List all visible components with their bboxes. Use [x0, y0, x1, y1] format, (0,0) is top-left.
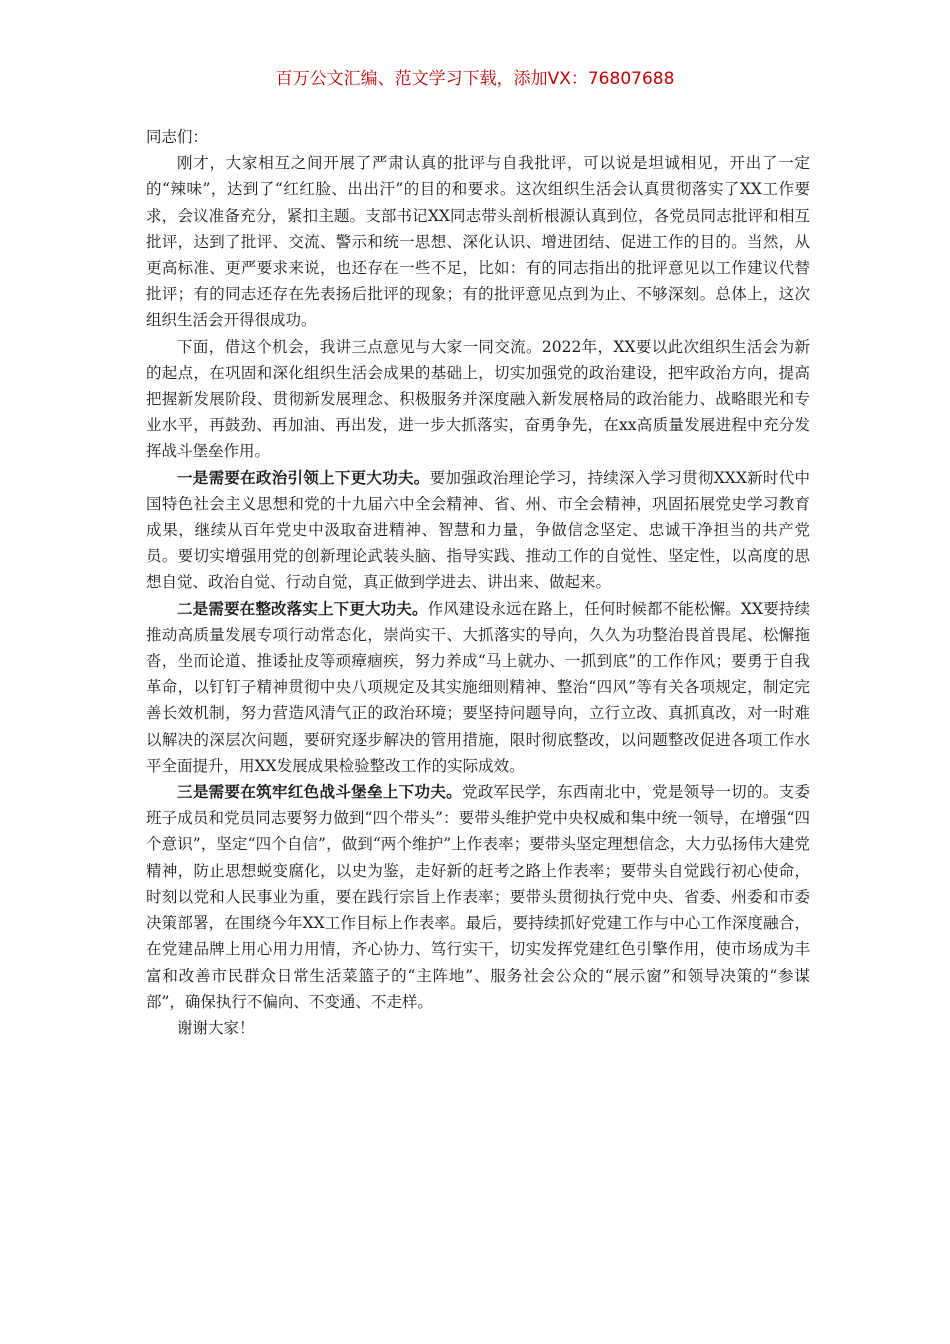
paragraph-5	[146, 779, 810, 1015]
download-banner: 百万公文汇编、范文学习下载，添加VX：76807688	[275, 69, 675, 89]
speech-body	[146, 124, 810, 1041]
paragraph-text: 要加强政治理论学习，持续深入学习贯彻XXX新时代中国特色社会主义思想和党的十九届六中全会精神、省、州、市全会精神，巩固拓展党史学习教育成果，继续从百年党史中汲取奋进精神、智慧和力量，争做信念坚定、忠诚干净担当的共产党员。要切实增强用党的创新理论武装头脑、指导实践、推动工作的自觉性、坚定性，以高度的思想自觉、政治自觉、行动自觉，真正做到学进去、讲出来、做起来。	[146, 468, 810, 592]
paragraph-text: 刚才，大家相互之间开展了严肃认真的批评与自我批评，可以说是坦诚相见，开出了一定的“辣味”，达到了“红红脸、出出汗”的目的和要求。这次组织生活会认真贯彻落实了XX工作要求，会议准备充分，紧扣主题。支部书记XX同志带头剖析根源认真到位，各党员同志批评和相互批评，达到了批评、交流、警示和统一思想、深化认识、增进团结、促进工作的目的。当然，从更高标准、更严要求来说，也还存在一些不足，比如：有的同志指出的批评意见以工作建议代替批评；有的同志还存在先表扬后批评的现象；有的批评意见点到为止、不够深刻。总体上，这次组织生活会开得很成功。	[146, 154, 810, 330]
paragraph-text: 下面，借这个机会，我讲三点意见与大家一同交流。2022年，XX要以此次组织生活会为新的起点，在巩固和深化组织生活会成果的基础上，切实加强党的政治建设，把牢政治方向，提高把握新发展阶段、贯彻新发展理念、积极服务并深度融入新发展格局的政治能力、战略眼光和专业水平，再鼓劲、再加油、再出发，进一步大抓落实，奋勇争先，在xx高质量发展进程中充分发挥战斗堡垒作用。	[146, 337, 810, 461]
point-two-heading: 二是需要在整改落实上下更大功夫。	[177, 598, 428, 618]
paragraph-4	[146, 596, 810, 779]
paragraph-2	[146, 334, 810, 465]
point-one-heading: 一是需要在政治引领上下更大功夫。	[177, 467, 430, 487]
closing-line: 谢谢大家！	[177, 1018, 255, 1037]
paragraph-1	[146, 150, 810, 333]
paragraph-text: 党政军民学，东西南北中，党是领导一切的。支委班子成员和党员同志要努力做到“四个带头”：要带头维护党中央权威和集中统一领导，在增强“四个意识”，坚定“四个自信”，做到“两个维护”上作表率；要带头坚定理想信念，大力弘扬伟大建党精神，防止思想蜕变腐化，以史为鉴，走好新的赶考之路上作表率；要带头自觉践行初心使命，时刻以党和人民事业为重，要在践行宗旨上作表率；要带头贯彻执行党中央、省委、州委和市委决策部署，在围绕今年XX工作目标上作表率。最后，要持续抓好党建工作与中心工作深度融合，在党建品牌上用心用力用情，齐心协力、笃行实干，切实发挥党建红色引擎作用，使市场成为丰富和改善市民群众日常生活菜篮子的“主阵地”、服务社会公众的“展示窗”和领导决策的“参谋部”，确保执行不偏向、不变通、不走样。	[146, 783, 810, 1011]
point-three-heading: 三是需要在筑牢红色战斗堡垒上下功夫。	[177, 782, 462, 802]
paragraph-3	[146, 465, 810, 596]
salutation: 同志们：	[146, 128, 209, 146]
paragraph-text: 作风建设永远在路上，任何时候都不能松懈。XX要持续推动高质量发展专项行动常态化，崇尚实干、大抓落实的导向，久久为功整治畏首畏尾、松懈拖沓，坐而论道、推诿扯皮等顽瘴痼疾，努力养成“马上就办、一抓到底”的工作作风；要勇于自我革命，以钉钉子精神贯彻中央八项规定及其实施细则精神、整治“四风”等有关各项规定，制定完善长效机制，努力营造风清气正的政治环境；要坚持问题导向，立行立改、真抓真改，对一时难以解决的深层次问题，要研究逐步解决的管用措施，限时彻底整改，以问题整改促进各项工作水平全面提升，用XX发展成果检验整改工作的实际成效。	[146, 599, 810, 775]
